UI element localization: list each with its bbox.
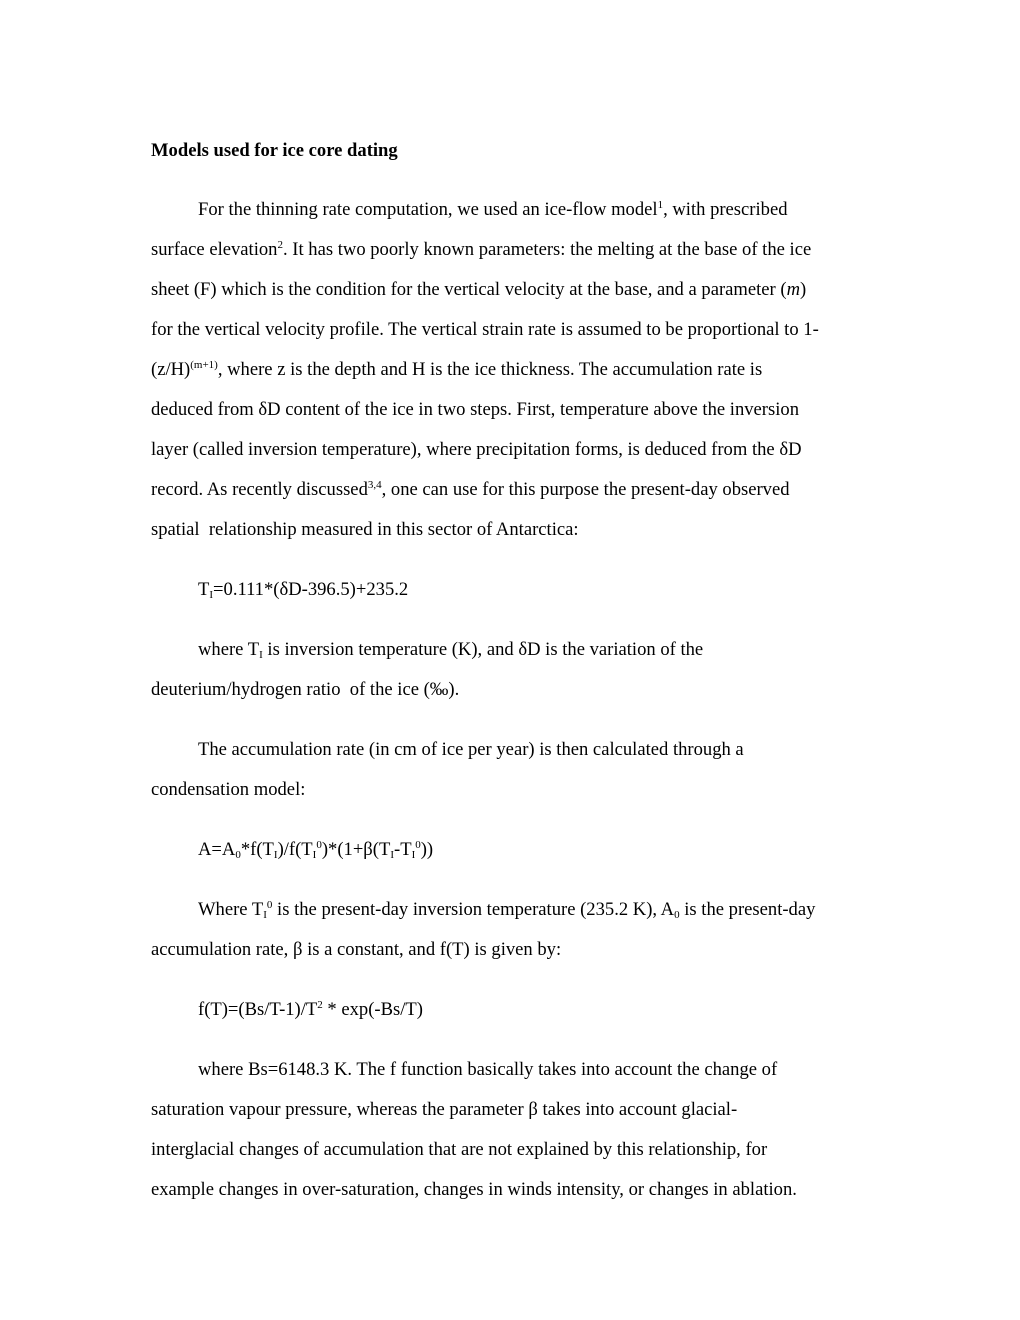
- text-line-p5-l1: [198, 1059, 777, 1081]
- superscript: 0: [415, 839, 421, 851]
- superscript: 1: [657, 199, 664, 211]
- subscript: 0: [674, 909, 680, 921]
- text-fragment: A=A: [198, 839, 236, 860]
- text-fragment: for the vertical velocity profile. The vertical strain rate is assumed to be proportional to 1-: [151, 319, 819, 340]
- text-fragment: where Bs=6148.3 K. The f function basically takes into account the change of: [198, 1059, 778, 1080]
- text-fragment: deuterium/hydrogen ratio of the ice (‰).: [151, 679, 460, 700]
- text-line-p1-l6: [151, 399, 799, 421]
- superscript: 0: [266, 899, 273, 911]
- text-fragment: surface elevation: [151, 239, 278, 260]
- text-line-p1-l8: [151, 479, 790, 501]
- subscript: I: [390, 849, 394, 861]
- text-line-p1-l4: [151, 319, 819, 341]
- text-line-p3-l1: [198, 739, 744, 761]
- section-heading: Models used for ice core dating: [151, 140, 398, 161]
- text-line-p1-l7: [151, 439, 802, 461]
- text-line-p1-l9: [151, 519, 579, 541]
- text-fragment: deduced from δD content of the ice in two steps. First, temperature above the inversion: [151, 399, 799, 420]
- text-line-p5-l3: [151, 1139, 767, 1161]
- text-fragment: )/f(T: [277, 839, 313, 860]
- text-fragment: . It has two poorly known parameters: the melting at the base of the ice: [282, 239, 812, 260]
- equation-eq3: [198, 999, 423, 1021]
- text-fragment: accumulation rate, β is a constant, and f(T) is given by:: [151, 939, 562, 960]
- text-fragment: saturation vapour pressure, whereas the parameter β takes into account glacial-: [151, 1099, 738, 1120]
- equation-eq2: [198, 839, 433, 861]
- text-fragment: , one can use for this purpose the present-day observed: [381, 479, 790, 500]
- text-fragment: Where T: [198, 899, 264, 920]
- text-fragment: where T: [198, 639, 260, 660]
- text-fragment: The accumulation rate (in cm of ice per year) is then calculated through a: [198, 739, 744, 760]
- text-fragment: condensation model:: [151, 779, 306, 800]
- text-fragment: For the thinning rate computation, we used an ice-flow model: [198, 199, 658, 220]
- equation-eq1: [198, 579, 408, 601]
- text-fragment: , where z is the depth and H is the ice thickness. The accumulation rate is: [217, 359, 763, 380]
- subscript: I: [273, 849, 278, 861]
- text-line-p2-l1: [198, 639, 703, 661]
- superscript: 2: [277, 239, 283, 251]
- subscript: I: [263, 909, 267, 921]
- text-fragment: layer (called inversion temperature), where precipitation forms, is deduced from the δD: [151, 439, 802, 460]
- subscript: 0: [235, 849, 241, 861]
- subscript: I: [312, 849, 317, 861]
- text-fragment: ): [800, 279, 807, 300]
- text-fragment: is inversion temperature (K), and δD is the variation of the: [262, 639, 704, 660]
- text-fragment: is the present-day: [679, 899, 816, 920]
- text-line-p4-l2: [151, 939, 561, 961]
- text-fragment: )): [420, 839, 434, 860]
- text-fragment: sheet (F) which is the condition for the vertical velocity at the base, and a parameter (: [151, 279, 787, 300]
- text-fragment: , with prescribed: [663, 199, 788, 220]
- text-line-p2-l2: [151, 679, 459, 701]
- text-fragment: -T: [394, 839, 412, 860]
- text-line-p4-l1: [198, 899, 815, 921]
- text-line-p5-l4: [151, 1179, 797, 1201]
- text-fragment: example changes in over-saturation, changes in winds intensity, or changes in ablation.: [151, 1179, 797, 1200]
- text-line-p3-l2: [151, 779, 305, 801]
- text-fragment: * exp(-Bs/T): [322, 999, 423, 1020]
- text-fragment: =0.111*(δD-396.5)+235.2: [213, 579, 409, 600]
- text-fragment: record. As recently discussed: [151, 479, 368, 500]
- text-fragment: *f(T: [240, 839, 274, 860]
- text-line-p1-l1: [198, 199, 788, 221]
- text-fragment: spatial relationship measured in this sector of Antarctica:: [151, 519, 579, 540]
- superscript: 2: [317, 999, 323, 1011]
- text-fragment: )*(1+β(T: [321, 839, 391, 860]
- subscript: I: [411, 849, 416, 861]
- superscript: (m+1): [190, 359, 218, 371]
- superscript: 3,4: [367, 479, 382, 491]
- subscript: I: [209, 589, 214, 601]
- text-fragment: m: [786, 279, 801, 300]
- text-fragment: f(T)=(Bs/T-1)/T: [198, 999, 318, 1020]
- text-fragment: (z/H): [151, 359, 191, 380]
- text-line-p1-l5: [151, 359, 762, 381]
- subscript: I: [259, 649, 263, 661]
- text-line-p5-l2: [151, 1099, 737, 1121]
- text-line-p1-l2: [151, 239, 811, 261]
- text-fragment: T: [198, 579, 210, 600]
- text-line-p1-l3: [151, 279, 806, 301]
- text-fragment: interglacial changes of accumulation that are not explained by this relationship, for: [151, 1139, 768, 1160]
- superscript: 0: [316, 839, 322, 851]
- text-fragment: is the present-day inversion temperature (235.2 K), A: [272, 899, 675, 920]
